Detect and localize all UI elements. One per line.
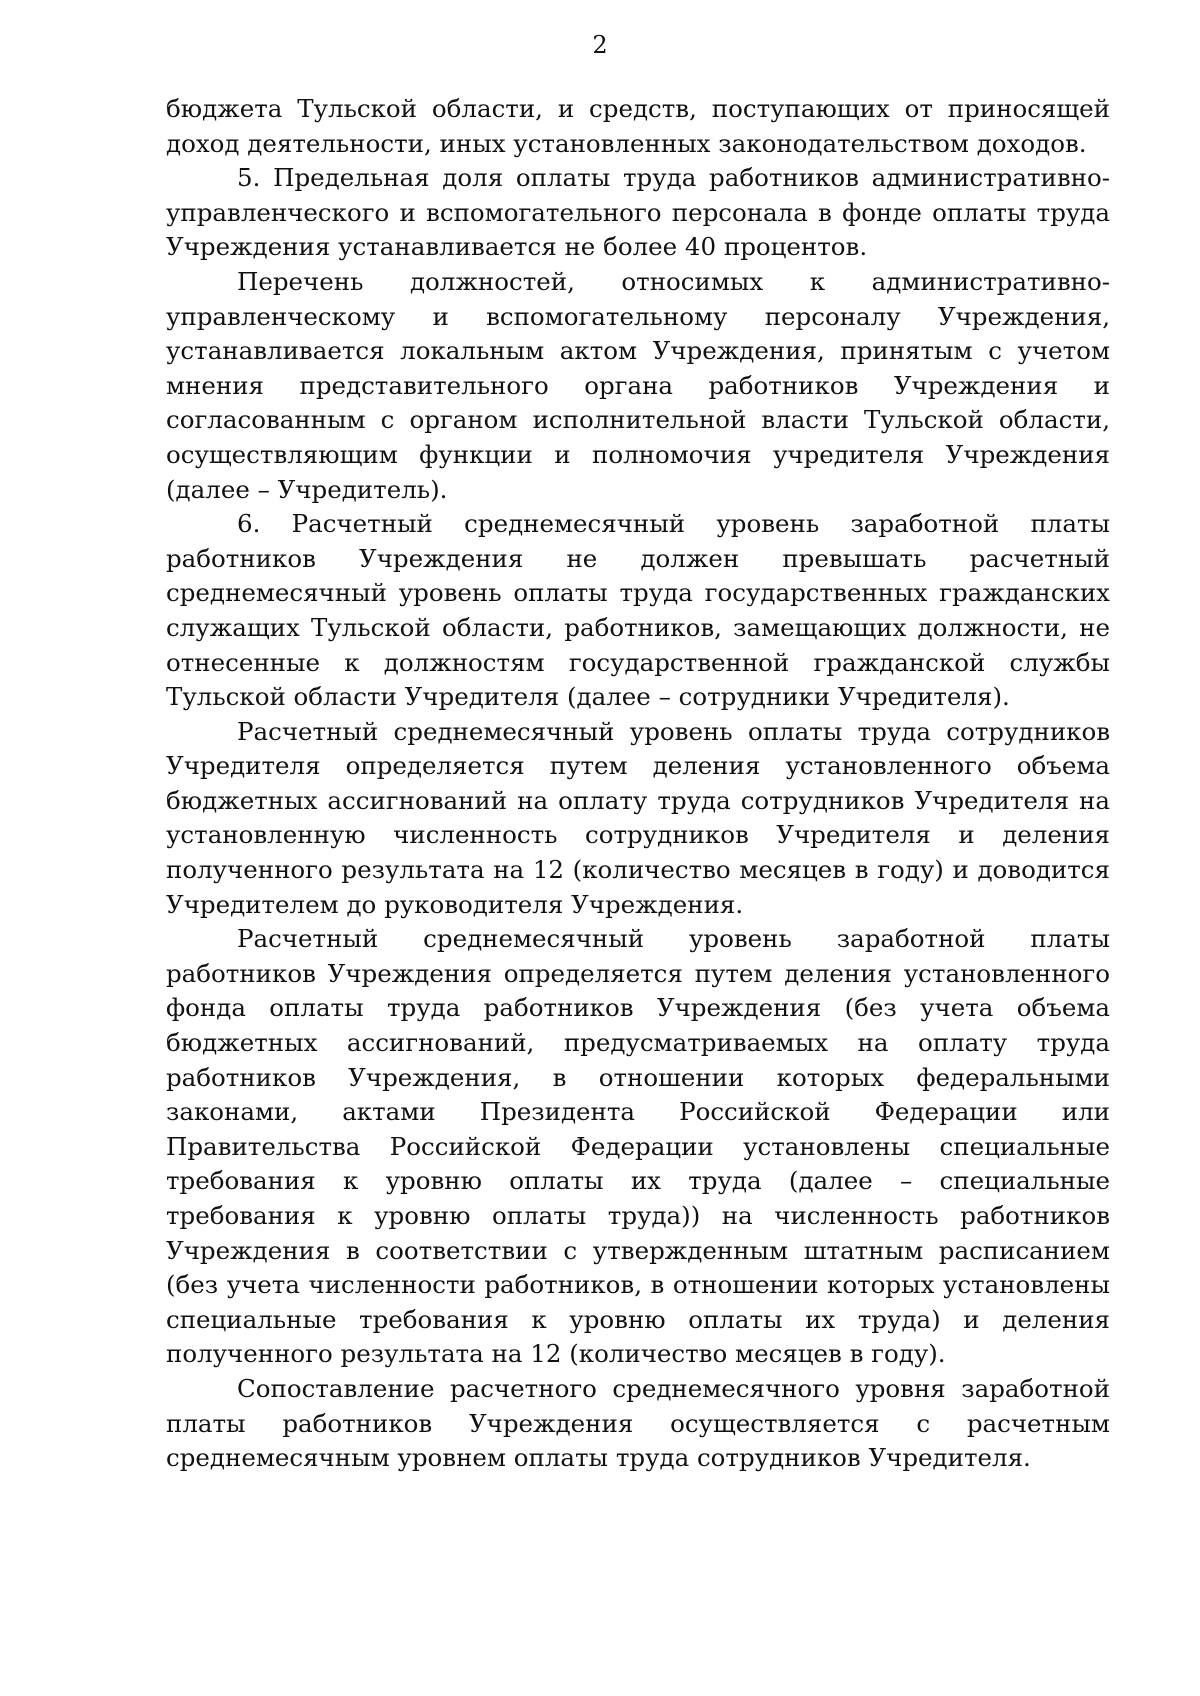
document-body	[166, 92, 1110, 1476]
paragraph-item-6: 6. Расчетный среднемесячный уровень заработной платы работников Учреждения не должен превышать расчетный среднемесячный уровень оплаты труда государственных гражданских служащих Тульской области, работников, замещающих должности, не отнесенные к должностям государственной гражданской службы Тульской области Учредителя (далее – сотрудники Учредителя).	[166, 509, 1110, 712]
paragraph-position-list: Перечень должностей, относимых к административно-управленческому и вспомогательному персоналу Учреждения, устанавливается локальным актом Учреждения, принятым с учетом мнения представительного органа работников Учреждения и согласованным с органом исполнительной власти Тульской области, осуществляющим функции и полномочия учредителя Учреждения (далее – Учредитель).	[166, 266, 1110, 504]
paragraph-continuation: бюджета Тульской области, и средств, поступающих от приносящей доход деятельности, иных установленных законодательством доходов.	[166, 94, 1110, 158]
paragraph-founder-staff-level: Расчетный среднемесячный уровень оплаты труда сотрудников Учредителя определяется путем деления установленного объема бюджетных ассигнований на оплату труда сотрудников Учредителя на установленную численность сотрудников Учредителя и деления полученного результата на 12 (количество месяцев в году) и доводится Учредителем до руководителя Учреждения.	[166, 716, 1110, 919]
paragraph-item-5: 5. Предельная доля оплаты труда работников административно-управленческого и вспомогательного персонала в фонде оплаты труда Учреждения устанавливается не более 40 процентов.	[166, 163, 1110, 262]
page-number: 2	[592, 31, 608, 59]
paragraph-institution-staff-level: Расчетный среднемесячный уровень заработной платы работников Учреждения определяется путем деления установленного фонда оплаты труда работников Учреждения (без учета объема бюджетных ассигнований, предусматриваемых на оплату труда работников Учреждения, в отношении которых федеральными законами, актами Президента Российской Федерации или Правительства Российской Федерации установлены специальные требования к уровню оплаты их труда (далее – специальные требования к уровню оплаты труда)) на численность работников Учреждения в соответствии с утвержденным штатным расписанием (без учета численности работников, в отношении которых установлены специальные требования к уровню оплаты их труда) и деления полученного результата на 12 (количество месяцев в году).	[166, 924, 1110, 1369]
paragraph-comparison: Сопоставление расчетного среднемесячного уровня заработной платы работников Учреждения осуществляется с расчетным среднемесячным уровнем оплаты труда сотрудников Учредителя.	[166, 1373, 1110, 1473]
